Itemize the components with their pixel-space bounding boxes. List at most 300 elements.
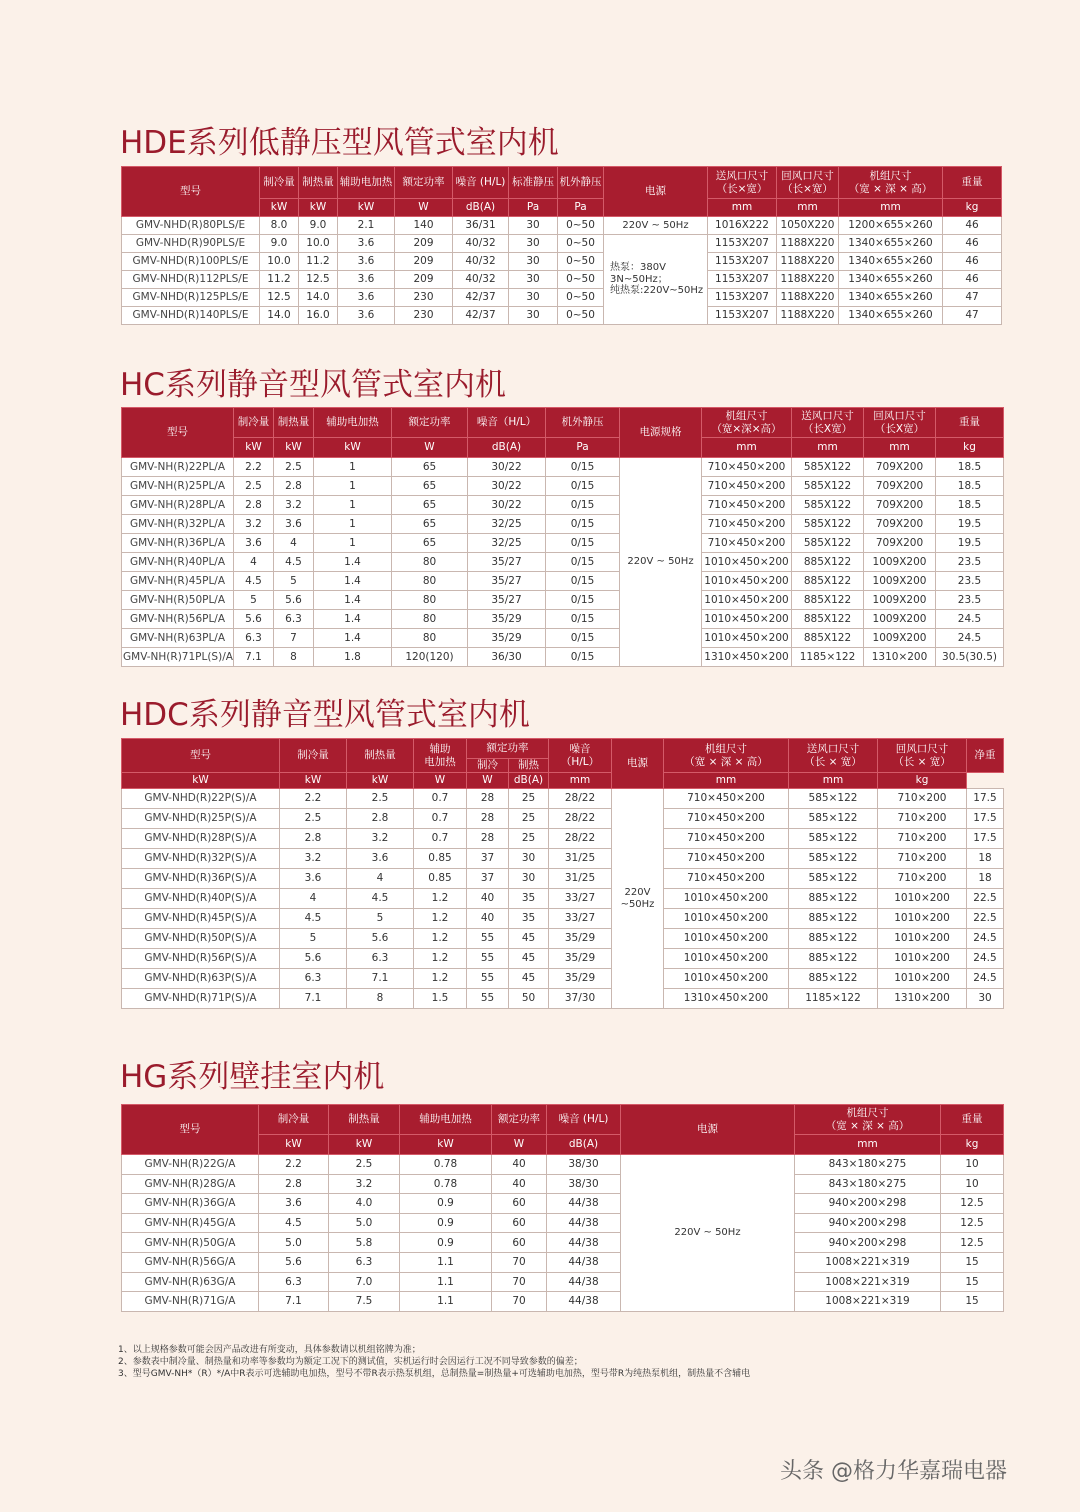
spec-cell: 1 bbox=[314, 496, 392, 515]
model-cell: GMV-NHD(R)90PLS/E bbox=[122, 235, 260, 253]
hg-unit: kW bbox=[259, 1135, 329, 1155]
spec-cell: 1.4 bbox=[314, 629, 392, 648]
model-cell: GMV-NH(R)40PL/A bbox=[122, 553, 234, 572]
model-cell: GMV-NH(R)22PL/A bbox=[122, 458, 234, 477]
spec-cell: 60 bbox=[492, 1194, 547, 1214]
spec-cell: 2.8 bbox=[234, 496, 274, 515]
table-row bbox=[122, 289, 1002, 307]
spec-cell: 843×180×275 bbox=[795, 1155, 941, 1175]
spec-cell: 885X122 bbox=[792, 572, 864, 591]
spec-cell: 585X122 bbox=[792, 515, 864, 534]
table-row bbox=[122, 829, 1004, 849]
spec-cell: 710×200 bbox=[878, 849, 967, 869]
spec-cell: 710×450×200 bbox=[702, 534, 792, 553]
spec-cell: 1310×450×200 bbox=[702, 648, 792, 667]
spec-cell: 47 bbox=[943, 289, 1002, 307]
spec-cell: 710×450×200 bbox=[702, 515, 792, 534]
hde-unit: Pa bbox=[558, 199, 604, 217]
spec-cell: 710×450×200 bbox=[702, 477, 792, 496]
spec-cell: 22.5 bbox=[967, 889, 1004, 909]
model-cell: GMV-NH(R)28G/A bbox=[122, 1174, 259, 1194]
spec-cell: 55 bbox=[467, 989, 509, 1009]
table-row bbox=[122, 909, 1004, 929]
hg-unit: kg bbox=[941, 1135, 1004, 1155]
spec-cell: 5.0 bbox=[259, 1233, 329, 1253]
spec-cell: 710×450×200 bbox=[664, 809, 789, 829]
table-row bbox=[122, 1213, 1004, 1233]
spec-cell: 38/30 bbox=[547, 1155, 621, 1175]
spec-cell: 1340×655×260 bbox=[839, 235, 943, 253]
spec-cell: 80 bbox=[392, 553, 468, 572]
spec-cell: 0.9 bbox=[400, 1194, 492, 1214]
spec-cell: 1010×200 bbox=[878, 949, 967, 969]
hdc-head-heating: 制热量 bbox=[347, 739, 414, 773]
spec-cell: 0/15 bbox=[546, 477, 620, 496]
spec-cell: 585×122 bbox=[789, 869, 878, 889]
hdc-head-power-heat: 制热 bbox=[509, 759, 549, 773]
spec-cell: 30 bbox=[967, 989, 1004, 1009]
spec-cell: 1010×450×200 bbox=[664, 889, 789, 909]
model-cell: GMV-NH(R)50G/A bbox=[122, 1233, 259, 1253]
spec-cell: 1188X220 bbox=[777, 307, 839, 325]
spec-cell: 7.1 bbox=[259, 1292, 329, 1312]
spec-cell: 209 bbox=[395, 271, 453, 289]
spec-cell: 70 bbox=[492, 1252, 547, 1272]
spec-cell: 45 bbox=[509, 949, 549, 969]
spec-cell: 5.0 bbox=[329, 1213, 400, 1233]
spec-cell: 18 bbox=[967, 869, 1004, 889]
spec-cell: 0.85 bbox=[414, 869, 467, 889]
spec-cell: 1.1 bbox=[400, 1272, 492, 1292]
spec-cell: 28/22 bbox=[549, 789, 612, 809]
spec-cell: 80 bbox=[392, 572, 468, 591]
hc-section-title: HC系列静音型风管式室内机 bbox=[120, 367, 506, 403]
spec-cell: 0~50 bbox=[558, 217, 604, 235]
spec-cell: 44/38 bbox=[547, 1213, 621, 1233]
spec-cell: 15 bbox=[941, 1272, 1004, 1292]
spec-cell: 230 bbox=[395, 307, 453, 325]
spec-cell: 24.5 bbox=[936, 610, 1004, 629]
spec-cell: 4.5 bbox=[234, 572, 274, 591]
spec-cell: 6.3 bbox=[329, 1252, 400, 1272]
table-row bbox=[122, 1272, 1004, 1292]
spec-cell: 30 bbox=[509, 217, 558, 235]
spec-cell: 7.1 bbox=[347, 969, 414, 989]
spec-cell: 885×122 bbox=[789, 909, 878, 929]
spec-cell: 5.6 bbox=[280, 949, 347, 969]
spec-cell: 1310×200 bbox=[864, 648, 936, 667]
spec-cell: 1185×122 bbox=[789, 989, 878, 1009]
spec-cell: 40 bbox=[492, 1155, 547, 1175]
spec-cell: 4.5 bbox=[280, 909, 347, 929]
table-row bbox=[122, 217, 1002, 235]
spec-cell: 30/22 bbox=[468, 458, 546, 477]
hdc-section-title: HDC系列静音型风管式室内机 bbox=[120, 697, 530, 733]
spec-cell: 40 bbox=[467, 889, 509, 909]
spec-cell: 44/38 bbox=[547, 1252, 621, 1272]
spec-cell: 40/32 bbox=[453, 253, 509, 271]
model-cell: GMV-NHD(R)63P(S)/A bbox=[122, 969, 280, 989]
hdc-head-aux-heat: 辅助 电加热 bbox=[414, 739, 467, 773]
spec-cell: 38/30 bbox=[547, 1174, 621, 1194]
hg-head-weight: 重量 bbox=[941, 1105, 1004, 1135]
model-cell: GMV-NHD(R)125PLS/E bbox=[122, 289, 260, 307]
spec-cell: 1.4 bbox=[314, 572, 392, 591]
spec-cell: 3.2 bbox=[274, 496, 314, 515]
model-cell: GMV-NH(R)71G/A bbox=[122, 1292, 259, 1312]
hc-head-ext-pressure: 机外静压 bbox=[546, 408, 620, 438]
spec-cell: 1200×655×260 bbox=[839, 217, 943, 235]
spec-cell: 14.0 bbox=[299, 289, 338, 307]
table-row bbox=[122, 553, 1004, 572]
spec-cell: 7 bbox=[274, 629, 314, 648]
spec-cell: 8.0 bbox=[260, 217, 299, 235]
model-cell: GMV-NH(R)22G/A bbox=[122, 1155, 259, 1175]
spec-cell: 16.0 bbox=[299, 307, 338, 325]
hc-head-return-outlet: 回风口尺寸 （长X宽） bbox=[864, 408, 936, 438]
spec-cell: 1009X200 bbox=[864, 591, 936, 610]
hc-head-unit-size: 机组尺寸 （宽×深×高） bbox=[702, 408, 792, 438]
spec-cell: 80 bbox=[392, 591, 468, 610]
spec-cell: 46 bbox=[943, 235, 1002, 253]
hc-unit: mm bbox=[792, 438, 864, 458]
spec-cell: 1 bbox=[314, 534, 392, 553]
spec-cell: 45 bbox=[509, 969, 549, 989]
spec-cell: 35 bbox=[509, 909, 549, 929]
spec-cell: 18 bbox=[967, 849, 1004, 869]
table-row bbox=[122, 849, 1004, 869]
spec-cell: 55 bbox=[467, 929, 509, 949]
spec-cell: 885×122 bbox=[789, 969, 878, 989]
spec-cell: 10.0 bbox=[260, 253, 299, 271]
spec-cell: 1188X220 bbox=[777, 235, 839, 253]
spec-cell: 3.2 bbox=[280, 849, 347, 869]
hdc-head-power-cool: 制冷 bbox=[467, 759, 509, 773]
spec-cell: 1153X207 bbox=[708, 289, 777, 307]
model-cell: GMV-NHD(R)80PLS/E bbox=[122, 217, 260, 235]
power-supply-cell: 220V ~50Hz bbox=[612, 789, 664, 1009]
spec-cell: 709X200 bbox=[864, 534, 936, 553]
spec-cell: 710×450×200 bbox=[664, 789, 789, 809]
spec-cell: 230 bbox=[395, 289, 453, 307]
hc-head-supply: 电源规格 bbox=[620, 408, 702, 458]
spec-cell: 5.6 bbox=[259, 1252, 329, 1272]
spec-cell: 10.0 bbox=[299, 235, 338, 253]
spec-cell: 22.5 bbox=[967, 909, 1004, 929]
hdc-unit: W bbox=[414, 773, 467, 789]
spec-cell: 40/32 bbox=[453, 235, 509, 253]
spec-cell: 1009X200 bbox=[864, 572, 936, 591]
spec-cell: 9.0 bbox=[260, 235, 299, 253]
hde-head-ext-pressure: 机外静压 bbox=[558, 167, 604, 199]
model-cell: GMV-NH(R)45PL/A bbox=[122, 572, 234, 591]
spec-cell: 940×200×298 bbox=[795, 1233, 941, 1253]
hc-head-noise: 噪音（H/L） bbox=[468, 408, 546, 438]
hde-head-heating: 制热量 bbox=[299, 167, 338, 199]
spec-cell: 24.5 bbox=[967, 929, 1004, 949]
spec-cell: 35 bbox=[509, 889, 549, 909]
table-row bbox=[122, 271, 1002, 289]
spec-cell: 30/22 bbox=[468, 477, 546, 496]
spec-cell: 3.6 bbox=[338, 307, 395, 325]
spec-cell: 0~50 bbox=[558, 307, 604, 325]
hde-head-power: 额定功率 bbox=[395, 167, 453, 199]
spec-cell: 1010×200 bbox=[878, 909, 967, 929]
spec-cell: 4.0 bbox=[329, 1194, 400, 1214]
spec-cell: 35/29 bbox=[468, 610, 546, 629]
spec-cell: 28 bbox=[467, 789, 509, 809]
spec-cell: 6.3 bbox=[280, 969, 347, 989]
model-cell: GMV-NH(R)50PL/A bbox=[122, 591, 234, 610]
hdc-unit: mm bbox=[664, 773, 789, 789]
hdc-unit: kg bbox=[878, 773, 967, 789]
spec-cell: 1 bbox=[314, 458, 392, 477]
spec-cell: 15 bbox=[941, 1252, 1004, 1272]
hg-unit: dB(A) bbox=[547, 1135, 621, 1155]
spec-cell: 2.8 bbox=[259, 1174, 329, 1194]
spec-cell: 47 bbox=[943, 307, 1002, 325]
spec-cell: 1008×221×319 bbox=[795, 1272, 941, 1292]
spec-cell: 5.6 bbox=[274, 591, 314, 610]
spec-cell: 0/15 bbox=[546, 534, 620, 553]
table-row bbox=[122, 949, 1004, 969]
hdc-unit: W bbox=[467, 773, 509, 789]
spec-cell: 3.2 bbox=[234, 515, 274, 534]
spec-cell: 35/27 bbox=[468, 591, 546, 610]
spec-cell: 885×122 bbox=[789, 929, 878, 949]
spec-cell: 0.7 bbox=[414, 789, 467, 809]
spec-cell: 65 bbox=[392, 477, 468, 496]
spec-cell: 3.2 bbox=[347, 829, 414, 849]
spec-cell: 9.0 bbox=[299, 217, 338, 235]
spec-cell: 36/31 bbox=[453, 217, 509, 235]
hdc-head-noise: 噪音 （H/L） bbox=[549, 739, 612, 773]
spec-cell: 710×450×200 bbox=[664, 829, 789, 849]
spec-cell: 17.5 bbox=[967, 789, 1004, 809]
table-row bbox=[122, 989, 1004, 1009]
spec-cell: 1.1 bbox=[400, 1252, 492, 1272]
spec-cell: 710×450×200 bbox=[702, 496, 792, 515]
spec-cell: 2.8 bbox=[274, 477, 314, 496]
hc-unit: W bbox=[392, 438, 468, 458]
spec-cell: 42/37 bbox=[453, 289, 509, 307]
spec-cell: 2.2 bbox=[259, 1155, 329, 1175]
spec-cell: 1008×221×319 bbox=[795, 1252, 941, 1272]
hde-unit: kg bbox=[943, 199, 1002, 217]
spec-cell: 1016X222 bbox=[708, 217, 777, 235]
spec-cell: 585×122 bbox=[789, 789, 878, 809]
spec-cell: 710×200 bbox=[878, 829, 967, 849]
hde-head-aux-heat: 辅助电加热 bbox=[338, 167, 395, 199]
spec-cell: 1.2 bbox=[414, 889, 467, 909]
model-cell: GMV-NHD(R)50P(S)/A bbox=[122, 929, 280, 949]
spec-cell: 585X122 bbox=[792, 458, 864, 477]
spec-cell: 35/29 bbox=[549, 969, 612, 989]
hc-head-supply-outlet: 送风口尺寸 （长X宽） bbox=[792, 408, 864, 438]
hde-unit: kW bbox=[299, 199, 338, 217]
spec-cell: 2.5 bbox=[274, 458, 314, 477]
hde-unit: dB(A) bbox=[453, 199, 509, 217]
spec-cell: 65 bbox=[392, 458, 468, 477]
spec-cell: 30/22 bbox=[468, 496, 546, 515]
hg-head-aux-heat: 辅助电加热 bbox=[400, 1105, 492, 1135]
spec-cell: 0/15 bbox=[546, 591, 620, 610]
spec-cell: 19.5 bbox=[936, 534, 1004, 553]
hc-spec-table bbox=[121, 407, 1004, 667]
spec-cell: 18.5 bbox=[936, 477, 1004, 496]
spec-cell: 209 bbox=[395, 253, 453, 271]
hg-section-title: HG系列壁挂室内机 bbox=[120, 1059, 385, 1095]
spec-cell: 0.85 bbox=[414, 849, 467, 869]
spec-cell: 709X200 bbox=[864, 477, 936, 496]
spec-cell: 1009X200 bbox=[864, 553, 936, 572]
spec-cell: 4 bbox=[234, 553, 274, 572]
spec-cell: 18.5 bbox=[936, 458, 1004, 477]
table-row bbox=[122, 1292, 1004, 1312]
model-cell: GMV-NHD(R)71P(S)/A bbox=[122, 989, 280, 1009]
spec-cell: 5 bbox=[280, 929, 347, 949]
hg-head-model: 型号 bbox=[122, 1105, 259, 1155]
table-row bbox=[122, 648, 1004, 667]
spec-cell: 25 bbox=[509, 809, 549, 829]
spec-cell: 8 bbox=[274, 648, 314, 667]
spec-cell: 1153X207 bbox=[708, 235, 777, 253]
table-row bbox=[122, 1155, 1004, 1175]
table-row bbox=[122, 809, 1004, 829]
hg-head-supply: 电源 bbox=[621, 1105, 795, 1155]
spec-cell: 5 bbox=[274, 572, 314, 591]
spec-cell: 6.3 bbox=[234, 629, 274, 648]
hg-unit: kW bbox=[400, 1135, 492, 1155]
spec-cell: 65 bbox=[392, 515, 468, 534]
spec-cell: 25 bbox=[509, 789, 549, 809]
watermark: 头条 @格力华嘉瑞电器 bbox=[780, 1459, 1007, 1484]
spec-cell: 3.6 bbox=[347, 849, 414, 869]
spec-cell: 0/15 bbox=[546, 496, 620, 515]
spec-cell: 585X122 bbox=[792, 477, 864, 496]
power-supply-cell: 热泵：380V 3N~50Hz； 纯热泵:220V~50Hz bbox=[604, 235, 708, 325]
spec-cell: 1.8 bbox=[314, 648, 392, 667]
table-row bbox=[122, 515, 1004, 534]
spec-cell: 40 bbox=[467, 909, 509, 929]
spec-cell: 1 bbox=[314, 477, 392, 496]
table-row bbox=[122, 610, 1004, 629]
spec-cell: 0~50 bbox=[558, 235, 604, 253]
hde-head-unit-size: 机组尺寸 （宽 × 深 × 高） bbox=[839, 167, 943, 199]
hdc-head-power: 额定功率 bbox=[467, 739, 549, 759]
spec-cell: 4.5 bbox=[259, 1213, 329, 1233]
hc-head-heating: 制热量 bbox=[274, 408, 314, 438]
hdc-head-unit-size: 机组尺寸 （宽 × 深 × 高） bbox=[664, 739, 789, 773]
spec-cell: 6.3 bbox=[274, 610, 314, 629]
hc-head-cooling: 制冷量 bbox=[234, 408, 274, 438]
spec-cell: 0/15 bbox=[546, 515, 620, 534]
spec-cell: 710×450×200 bbox=[664, 849, 789, 869]
spec-cell: 4 bbox=[274, 534, 314, 553]
spec-cell: 2.2 bbox=[280, 789, 347, 809]
spec-cell: 885X122 bbox=[792, 553, 864, 572]
hg-head-unit-size: 机组尺寸 （宽 × 深 × 高） bbox=[795, 1105, 941, 1135]
spec-cell: 0.78 bbox=[400, 1174, 492, 1194]
spec-cell: 30 bbox=[509, 869, 549, 889]
hde-unit: kW bbox=[260, 199, 299, 217]
spec-cell: 5.8 bbox=[329, 1233, 400, 1253]
spec-cell: 12.5 bbox=[941, 1213, 1004, 1233]
spec-cell: 35/29 bbox=[549, 929, 612, 949]
spec-cell: 7.1 bbox=[234, 648, 274, 667]
spec-cell: 0/15 bbox=[546, 610, 620, 629]
spec-cell: 5 bbox=[347, 909, 414, 929]
spec-cell: 1340×655×260 bbox=[839, 289, 943, 307]
spec-cell: 33/27 bbox=[549, 889, 612, 909]
model-cell: GMV-NHD(R)22P(S)/A bbox=[122, 789, 280, 809]
hde-head-supply: 电源 bbox=[604, 167, 708, 217]
table-row bbox=[122, 629, 1004, 648]
spec-cell: 17.5 bbox=[967, 829, 1004, 849]
model-cell: GMV-NHD(R)56P(S)/A bbox=[122, 949, 280, 969]
table-row bbox=[122, 1194, 1004, 1214]
spec-cell: 12.5 bbox=[941, 1194, 1004, 1214]
model-cell: GMV-NH(R)45G/A bbox=[122, 1213, 259, 1233]
spec-cell: 2.2 bbox=[234, 458, 274, 477]
table-row bbox=[122, 591, 1004, 610]
hde-unit: mm bbox=[839, 199, 943, 217]
spec-cell: 0/15 bbox=[546, 553, 620, 572]
table-row bbox=[122, 1252, 1004, 1272]
spec-cell: 3.6 bbox=[338, 235, 395, 253]
spec-cell: 1.2 bbox=[414, 929, 467, 949]
hg-head-heating: 制热量 bbox=[329, 1105, 400, 1135]
spec-cell: 55 bbox=[467, 969, 509, 989]
model-cell: GMV-NH(R)25PL/A bbox=[122, 477, 234, 496]
spec-cell: 46 bbox=[943, 253, 1002, 271]
table-row bbox=[122, 789, 1004, 809]
spec-cell: 30 bbox=[509, 307, 558, 325]
spec-cell: 1010×450×200 bbox=[664, 949, 789, 969]
spec-cell: 30 bbox=[509, 271, 558, 289]
hc-unit: dB(A) bbox=[468, 438, 546, 458]
spec-cell: 585×122 bbox=[789, 849, 878, 869]
model-cell: GMV-NHD(R)25P(S)/A bbox=[122, 809, 280, 829]
spec-cell: 1.4 bbox=[314, 591, 392, 610]
spec-cell: 940×200×298 bbox=[795, 1213, 941, 1233]
hg-spec-table bbox=[121, 1104, 1004, 1312]
spec-cell: 1188X220 bbox=[777, 253, 839, 271]
hdc-unit: kW bbox=[122, 773, 280, 789]
spec-cell: 10 bbox=[941, 1155, 1004, 1175]
spec-cell: 0~50 bbox=[558, 289, 604, 307]
model-cell: GMV-NH(R)56PL/A bbox=[122, 610, 234, 629]
spec-cell: 1.4 bbox=[314, 553, 392, 572]
spec-cell: 80 bbox=[392, 610, 468, 629]
spec-cell: 1340×655×260 bbox=[839, 307, 943, 325]
spec-cell: 6.3 bbox=[259, 1272, 329, 1292]
table-row bbox=[122, 458, 1004, 477]
spec-cell: 3.6 bbox=[280, 869, 347, 889]
spec-cell: 30 bbox=[509, 849, 549, 869]
hg-head-power: 额定功率 bbox=[492, 1105, 547, 1135]
spec-cell: 843×180×275 bbox=[795, 1174, 941, 1194]
spec-cell: 30 bbox=[509, 235, 558, 253]
model-cell: GMV-NHD(R)100PLS/E bbox=[122, 253, 260, 271]
spec-cell: 1009X200 bbox=[864, 610, 936, 629]
hdc-unit: mm bbox=[549, 773, 612, 789]
spec-cell: 885×122 bbox=[789, 949, 878, 969]
model-cell: GMV-NHD(R)36P(S)/A bbox=[122, 869, 280, 889]
model-cell: GMV-NH(R)36PL/A bbox=[122, 534, 234, 553]
spec-cell: 209 bbox=[395, 235, 453, 253]
footnotes bbox=[118, 1344, 750, 1380]
